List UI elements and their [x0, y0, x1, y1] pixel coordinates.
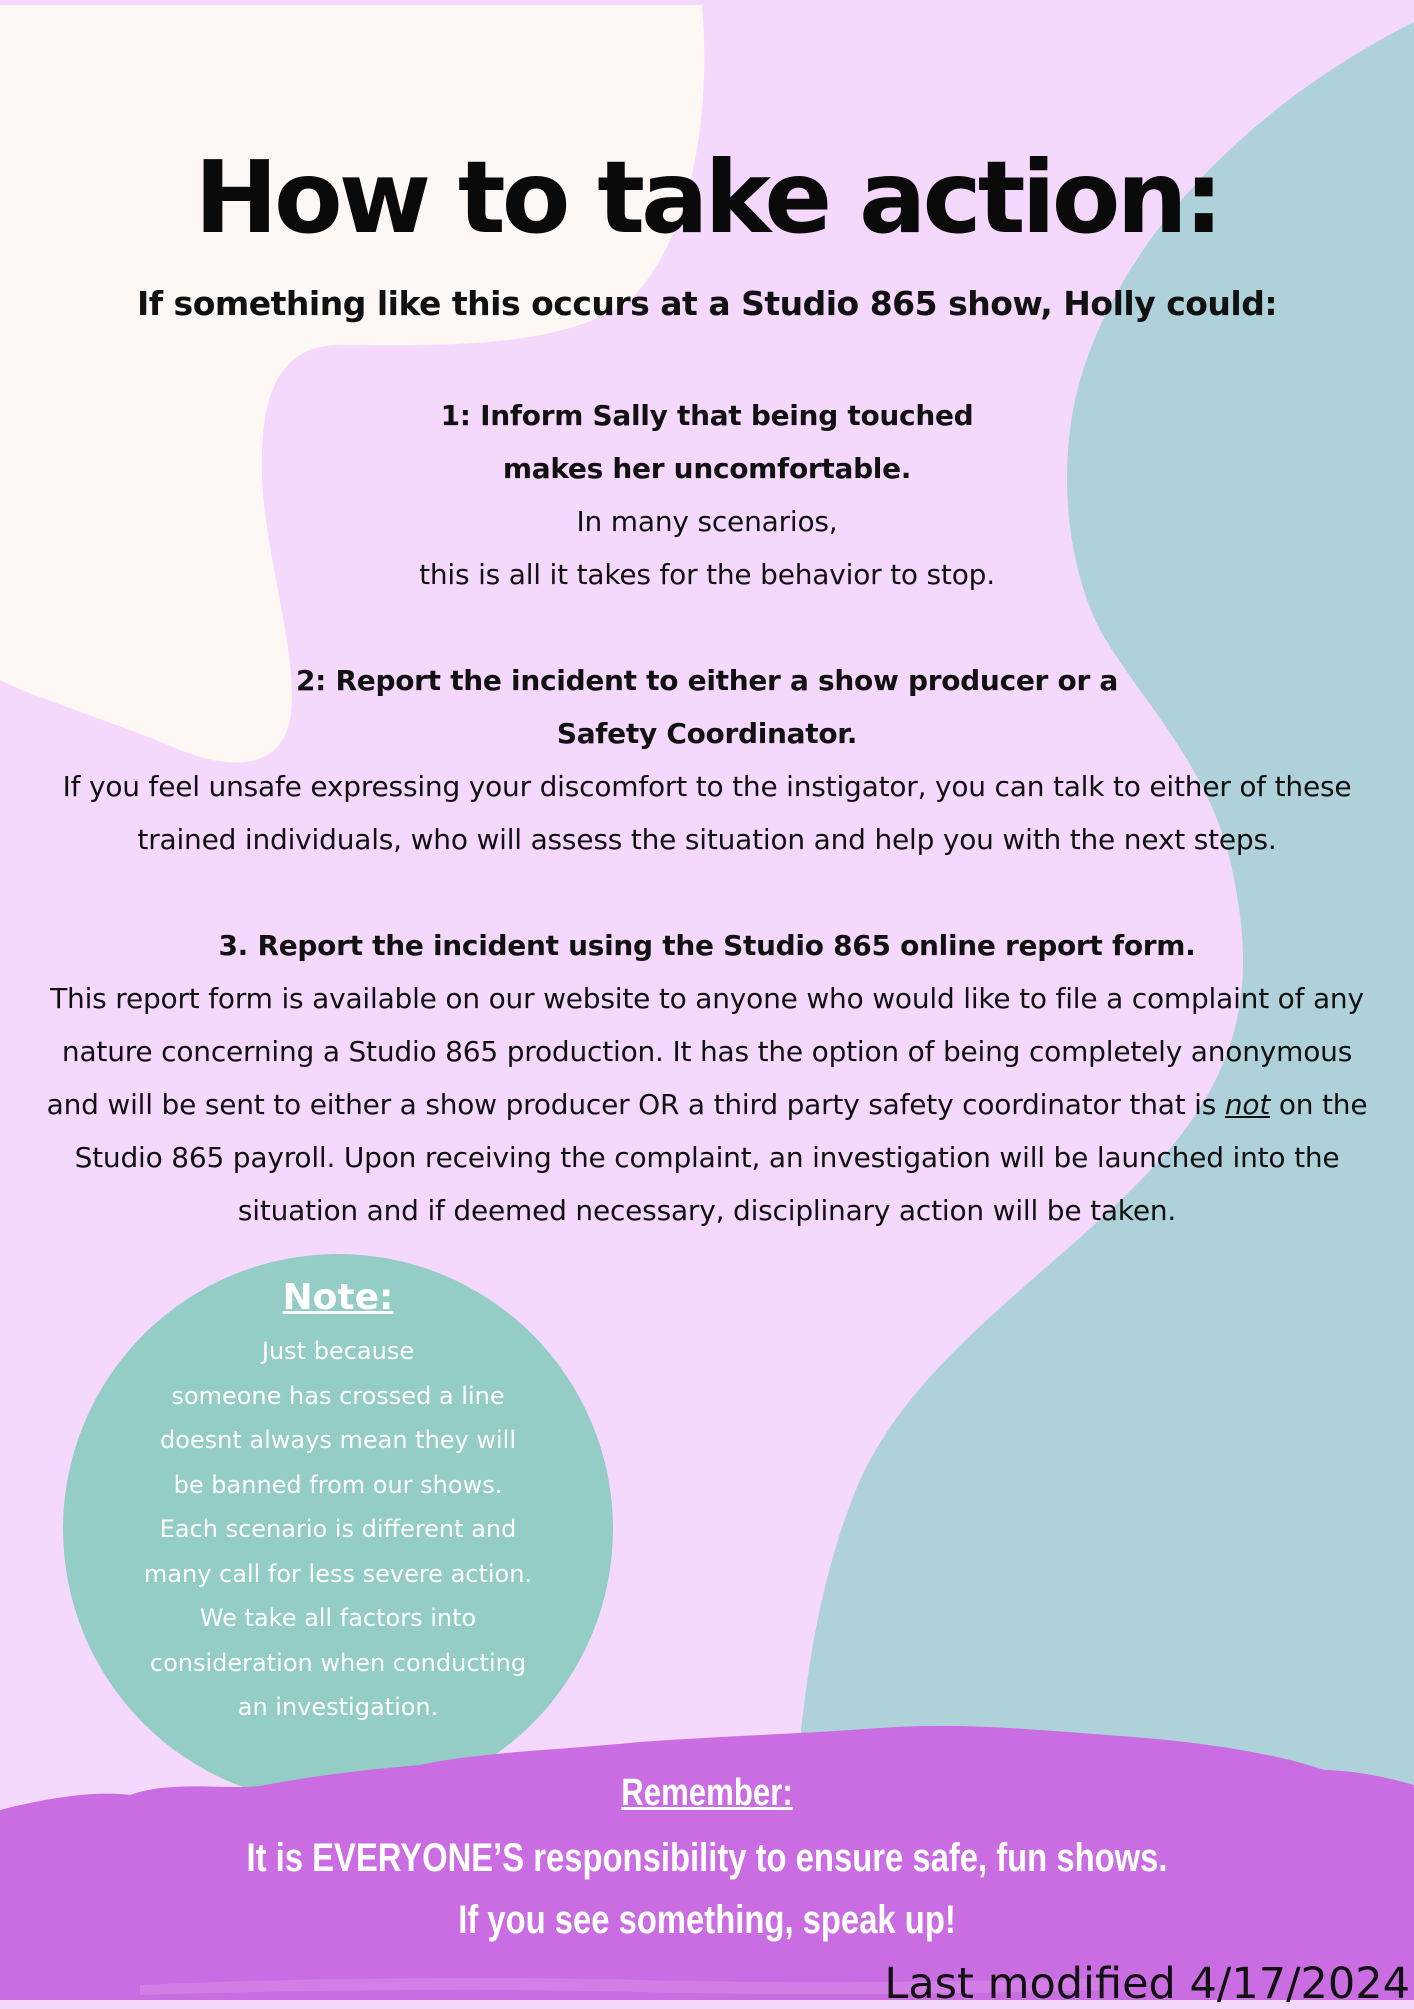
note-line: We take all factors into — [199, 1604, 477, 1632]
step-3-body-line: This report form is available on our website to anyone who would like to file a complaint of any — [50, 982, 1364, 1015]
note-line: someone has crossed a line — [171, 1381, 505, 1410]
step-2-heading-line: Safety Coordinator. — [556, 717, 858, 750]
step-2-body-line: If you feel unsafe expressing your discomfort to the instigator, you can talk to either of these — [62, 770, 1352, 803]
note-body — [63, 1329, 613, 1730]
step-2-heading-line: 2: Report the incident to either a show producer or a — [296, 664, 1118, 697]
remember-title: Remember: — [621, 1772, 793, 1814]
step-3-body-text: and will be sent to either a show producer OR a third party safety coordinator that is — [46, 1088, 1217, 1121]
step-1-heading — [0, 389, 1414, 495]
note-line: an investigation. — [237, 1693, 439, 1721]
step-3-body-text: on the — [1278, 1088, 1368, 1121]
remember-line-1: It is EVERYONE’S responsibility to ensure safe, fun shows. — [246, 1836, 1168, 1880]
step-3-body — [0, 972, 1414, 1237]
note-title: Note: — [282, 1277, 394, 1318]
note-callout — [63, 1257, 613, 1730]
step-3-heading — [0, 919, 1414, 972]
step-2-heading — [0, 654, 1414, 760]
remember-line-2: If you see something, speak up! — [458, 1898, 956, 1942]
note-line: many call for less severe action. — [143, 1559, 533, 1588]
note-line: consideration when conducting — [149, 1648, 527, 1677]
step-3-body-line: nature concerning a Studio 865 production. It has the option of being completely anonymous — [61, 1035, 1353, 1068]
emphasis-not: not — [1224, 1088, 1271, 1121]
page-subtitle: If something like this occurs at a Studio 865 show, Holly could: — [136, 284, 1278, 323]
step-1-heading-line: makes her uncomfortable. — [502, 452, 912, 485]
note-line: doesnt always mean they will — [159, 1426, 517, 1454]
note-line: be banned from our shows. — [173, 1470, 503, 1499]
note-line: Each scenario is different and — [159, 1515, 517, 1543]
step-3-body-line-with-emphasis — [0, 1078, 1414, 1131]
step-2-body-line: trained individuals, who will assess the situation and help you with the next steps. — [137, 823, 1277, 856]
step-2-body — [0, 760, 1414, 866]
page-title: How to take action: — [194, 139, 1220, 256]
step-3-heading-line: 3. Report the incident using the Studio 865 online report form. — [218, 929, 1196, 962]
step-1-heading-line: 1: Inform Sally that being touched — [440, 399, 974, 432]
step-3-body-line: Studio 865 payroll. Upon receiving the complaint, an investigation will be launched into the — [74, 1141, 1340, 1174]
step-1-body-line: this is all it takes for the behavior to stop. — [419, 558, 995, 591]
last-modified-label: Last modified 4/17/2024 — [884, 1959, 1410, 2009]
step-1-body-line: In many scenarios, — [576, 505, 838, 538]
step-1-body — [0, 495, 1414, 601]
step-3-body-line: situation and if deemed necessary, disciplinary action will be taken. — [237, 1194, 1177, 1227]
note-line: Just because — [261, 1337, 415, 1365]
